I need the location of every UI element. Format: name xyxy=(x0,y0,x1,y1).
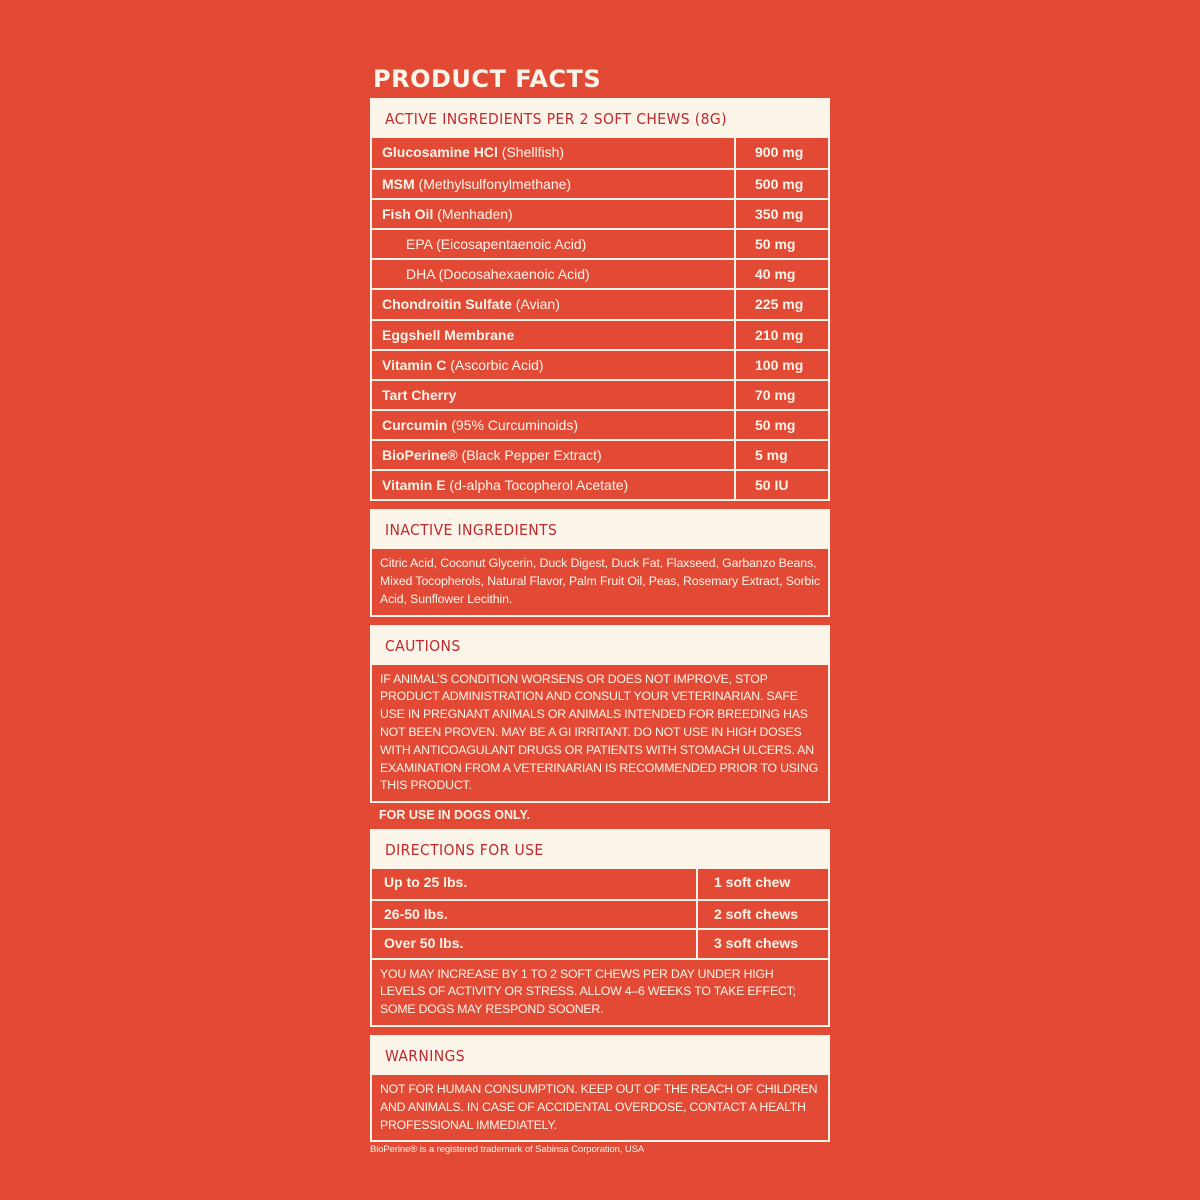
inactive-ingredients-header: INACTIVE INGREDIENTS xyxy=(372,511,828,549)
ingredient-name: Eggshell Membrane xyxy=(372,321,736,349)
ingredient-name: Chondroitin Sulfate (Avian) xyxy=(372,290,736,318)
ingredient-name: Glucosamine HCl (Shellfish) xyxy=(372,138,736,168)
ingredient-row xyxy=(372,349,828,379)
warnings-header: WARNINGS xyxy=(372,1037,828,1075)
ingredient-name: DHA (Docosahexaenoic Acid) xyxy=(372,260,736,288)
ingredient-name: Tart Cherry xyxy=(372,381,736,409)
inactive-ingredients-text: Citric Acid, Coconut Glycerin, Duck Digest, Duck Fat, Flaxseed, Garbanzo Beans, Mixed Tocopherols, Natural Flavor, Palm Fruit Oil, Peas, Rosemary Extract, Sorbic Acid, Sunflower Lecithin. xyxy=(380,556,820,606)
directions-table xyxy=(372,869,828,960)
active-ingredients-box xyxy=(370,98,830,501)
ingredient-amount: 900 mg xyxy=(755,144,804,160)
ingredient-row xyxy=(372,198,828,228)
ingredient-row xyxy=(372,228,828,258)
cautions-header: CAUTIONS xyxy=(372,627,828,665)
warnings-box xyxy=(370,1035,830,1142)
ingredient-name: MSM (Methylsulfonylmethane) xyxy=(372,170,736,198)
dosage-amount: 2 soft chews xyxy=(714,905,799,922)
ingredient-amount: 40 mg xyxy=(755,266,796,283)
dosage-weight: 26-50 lbs. xyxy=(372,901,698,929)
dosage-weight: Over 50 lbs. xyxy=(372,930,698,958)
active-ingredients-header: ACTIVE INGREDIENTS PER 2 SOFT CHEWS (8G) xyxy=(372,100,828,138)
page-title: PRODUCT FACTS xyxy=(373,65,602,93)
ingredient-name: Fish Oil (Menhaden) xyxy=(372,200,736,228)
ingredient-name: BioPerine® (Black Pepper Extract) xyxy=(372,441,736,469)
dosage-row xyxy=(372,928,828,958)
ingredient-row xyxy=(372,138,828,168)
ingredient-amount: 210 mg xyxy=(755,326,804,343)
ingredient-row xyxy=(372,168,828,198)
ingredient-row xyxy=(372,288,828,318)
active-ingredients-table xyxy=(372,138,828,499)
product-facts-panel xyxy=(370,62,830,1155)
cautions-text: IF ANIMAL’S CONDITION WORSENS OR DOES NOT IMPROVE, STOP PRODUCT ADMINISTRATION AND CONSULT YOUR VETERINARIAN. SAFE USE IN PREGNANT ANIMALS OR ANIMALS INTENDED FOR BREEDING HAS NOT BEEN PROVEN. MAY BE A GI IRRITANT. DO NOT USE IN HIGH DOSES WITH ANTICOAGULANT DRUGS OR PATIENTS WITH STOMACH ULCERS. AN EXAMINATION FROM A VETERINARIAN IS RECOMMENDED PRIOR TO USING THIS PRODUCT. xyxy=(380,671,819,793)
directions-header: DIRECTIONS FOR USE xyxy=(372,831,828,869)
ingredient-row xyxy=(372,319,828,349)
ingredient-amount: 500 mg xyxy=(755,176,804,193)
ingredient-amount: 100 mg xyxy=(755,356,804,373)
dosage-amount: 1 soft chew xyxy=(714,874,791,891)
ingredient-amount: 50 mg xyxy=(755,416,796,433)
inactive-ingredients-box xyxy=(370,509,830,616)
ingredient-row xyxy=(372,379,828,409)
dosage-weight: Up to 25 lbs. xyxy=(372,869,698,899)
warnings-text: NOT FOR HUMAN CONSUMPTION. KEEP OUT OF THE REACH OF CHILDREN AND ANIMALS. IN CASE OF ACCIDENTAL OVERDOSE, CONTACT A HEALTH PROFESSIONAL IMMEDIATELY. xyxy=(380,1081,818,1132)
ingredient-amount: 350 mg xyxy=(755,206,804,223)
ingredient-row xyxy=(372,439,828,469)
dosage-amount: 3 soft chews xyxy=(714,935,799,952)
ingredient-name: Curcumin (95% Curcuminoids) xyxy=(372,411,736,439)
ingredient-name: EPA (Eicosapentaenoic Acid) xyxy=(372,230,736,258)
ingredient-amount: 50 IU xyxy=(755,477,789,494)
ingredient-amount: 70 mg xyxy=(755,386,796,403)
ingredient-name: Vitamin E (d-alpha Tocopherol Acetate) xyxy=(372,471,736,499)
ingredient-row xyxy=(372,258,828,288)
dosage-row xyxy=(372,869,828,899)
ingredient-amount: 225 mg xyxy=(755,296,804,313)
ingredient-amount: 5 mg xyxy=(755,446,788,463)
dosage-row xyxy=(372,899,828,929)
ingredient-row xyxy=(372,409,828,439)
cautions-box xyxy=(370,625,830,804)
dogs-only-note: FOR USE IN DOGS ONLY. xyxy=(379,808,530,823)
ingredient-row xyxy=(372,469,828,499)
directions-text: YOU MAY INCREASE BY 1 TO 2 SOFT CHEWS PER DAY UNDER HIGH LEVELS OF ACTIVITY OR STRESS. ALLOW 4–6 WEEKS TO TAKE EFFECT; SOME DOGS MAY RESPOND SOONER. xyxy=(380,966,796,1017)
ingredient-amount: 50 mg xyxy=(755,236,796,253)
trademark-footnote: BioPerine® is a registered trademark of Sabinsa Corporation, USA xyxy=(370,1144,645,1156)
directions-box xyxy=(370,829,830,1027)
ingredient-name: Vitamin C (Ascorbic Acid) xyxy=(372,351,736,379)
